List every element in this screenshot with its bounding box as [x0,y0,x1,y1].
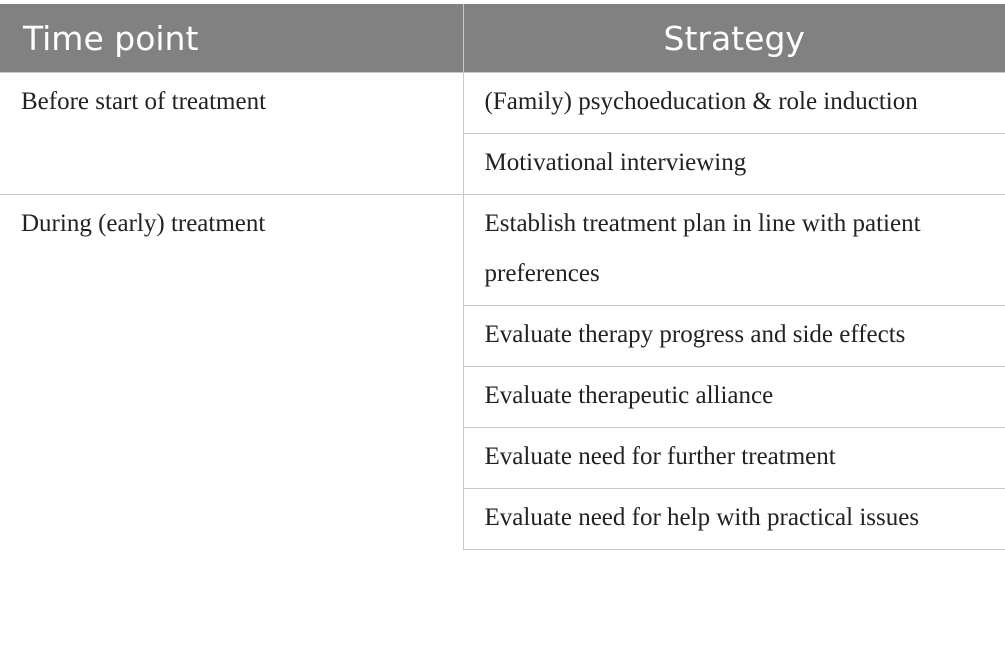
strategy-cell [463,73,1005,134]
table-row [0,195,1005,306]
strategy-text: (Family) psychoeducation & role induction [484,88,918,115]
strategy-cell: Evaluate therapeutic alliance [463,367,1005,428]
header-time-point: Time point [0,4,463,73]
strategy-cell: Motivational interviewing [463,134,1005,195]
table-row [0,73,1005,134]
strategy-cell: Establish treatment plan in line with patient preferences [463,195,1005,306]
strategy-table [0,4,1005,550]
header-strategy: Strategy [463,4,1005,73]
time-point-cell: Before start of treatment [0,73,463,195]
strategy-cell: Evaluate therapy progress and side effects [463,306,1005,367]
header-row [0,4,1005,73]
time-point-cell: During (early) treatment [0,195,463,550]
strategy-cell: Evaluate need for help with practical issues [463,489,1005,550]
strategy-cell: Evaluate need for further treatment [463,428,1005,489]
